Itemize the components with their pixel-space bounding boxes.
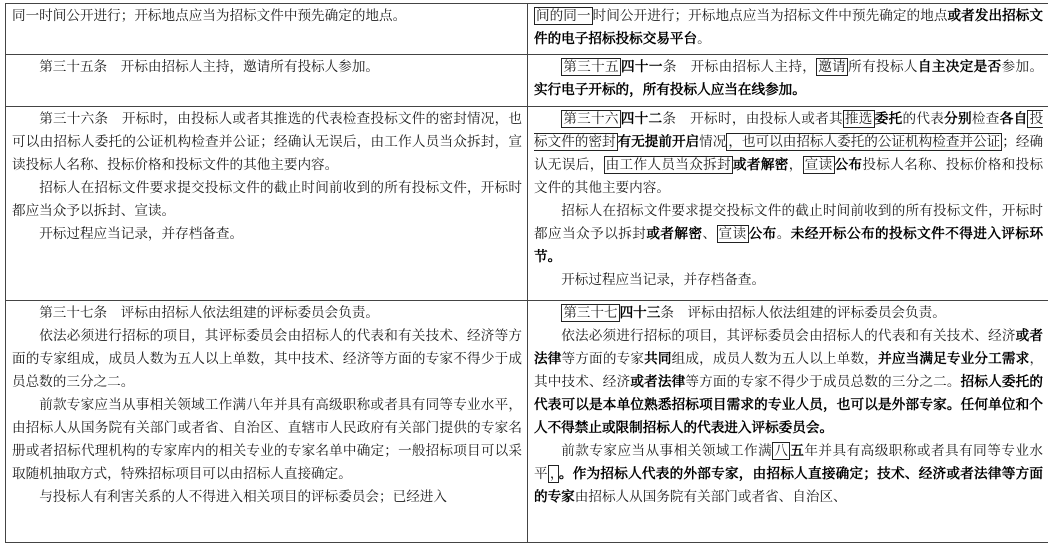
added-text: 四十一 — [621, 59, 663, 75]
added-text: 未经开标公布的投标文件不得进入评标环节。 — [534, 226, 1043, 265]
text-run: 条 开标时，由投标人或者其 — [662, 111, 843, 127]
revised-text-cell — [528, 4, 1048, 55]
added-text: 或者解密 — [733, 157, 789, 173]
deleted-text-box: 推选 — [843, 110, 875, 128]
deleted-text-box: 间的同一 — [534, 7, 593, 25]
paragraph — [12, 325, 522, 394]
added-text: 有无提前开启 — [618, 134, 700, 150]
added-text: 。作为招标人代表的外部专家，由招标人直接确定；技术、经济或者法律等方面的专家 — [534, 466, 1043, 505]
text-run: 。 — [777, 226, 791, 242]
table-row — [6, 4, 1048, 55]
added-text: 各自 — [1000, 111, 1028, 127]
text-run: 等方面的专家不得少于成员总数的三分之二。 — [685, 374, 960, 390]
text-run: ；经确认无误后， — [534, 134, 1043, 173]
added-text: 并应当满足专业分工需求 — [878, 351, 1029, 367]
added-text: 或者法律 — [534, 328, 1043, 367]
added-text: 四十二 — [621, 111, 663, 127]
added-text: 分别 — [944, 111, 972, 127]
deleted-text-box: 邀请 — [816, 58, 848, 76]
paragraph — [12, 394, 522, 486]
paragraph — [534, 5, 1043, 51]
deleted-text-box: 第三十五 — [561, 58, 621, 76]
text-run: 第三十五条 开标由招标人主持，邀请所有投标人参加。 — [39, 59, 379, 75]
text-run: ， — [789, 157, 803, 173]
table-row — [6, 55, 1048, 107]
text-run: ，其中技术、经济 — [534, 351, 1043, 390]
text-run: 检查 — [972, 111, 1000, 127]
text-run: 的代表 — [902, 111, 944, 127]
text-run: 条 评标由招标人依法组建的评标委员会负责。 — [660, 305, 945, 321]
paragraph — [12, 56, 522, 79]
paragraph — [534, 108, 1043, 200]
paragraph — [534, 269, 1043, 292]
text-run: 投标人名称、投标价格和投标文件的其他主要内容。 — [534, 157, 1043, 196]
original-text-cell — [6, 301, 528, 543]
text-run: 第三十六条 开标时，由投标人或者其推选的代表检查投标文件的密封情况，也可以由招标人委托的公证机构检查并公证；经确认无误后，由工作人员当众拆封，宣读投标人名称、投标价格和投标文件的其他主要内容。 — [12, 111, 522, 173]
paragraph — [534, 56, 1043, 102]
paragraph — [12, 223, 522, 246]
text-run: 前款专家应当从事相关领域工作满八年并具有高级职称或者具有同等专业水平，由招标人从国务院有关部门或者省、自治区、直辖市人民政府有关部门提供的专家名册或者招标代理机构的专家库内的相关专业的专家名单中确定；一般招标项目可以采取随机抽取方式，特殊招标项目可以由招标人直接确定。 — [12, 397, 522, 482]
deleted-text-box: 第三十六 — [561, 110, 621, 128]
paragraph — [12, 486, 522, 509]
text-run: 、 — [703, 226, 717, 242]
added-text: 公布 — [835, 157, 863, 173]
text-run: 情况 — [699, 134, 726, 150]
added-text: 四十三 — [620, 305, 661, 321]
table-row — [6, 107, 1048, 301]
text-run: 开标过程应当记录，并存档备查。 — [561, 272, 765, 288]
added-text: 实行电子开标的，所有投标人应当在线参加。 — [534, 82, 806, 98]
deleted-text-box: 八 — [772, 442, 790, 460]
paragraph — [12, 5, 522, 28]
text-run: 依法必须进行招标的项目，其评标委员会由招标人的代表和有关技术、经济等方面的专家组成，成员人数为五人以上单数，其中技术、经济等方面的专家不得少于成员总数的三分之二。 — [12, 328, 522, 390]
text-run: 由招标人从国务院有关部门或者省、自治区、 — [575, 489, 847, 505]
text-run: 所有投标人 — [848, 59, 918, 75]
text-run: 。 — [697, 31, 711, 47]
text-run: 开标过程应当记录，并存档备查。 — [39, 226, 243, 242]
added-text: 招标人委托的代表可以是本单位熟悉招标项目需求的专业人员，也可以是外部专家。任何单位和个人不得禁止或限制招标人的代表进入评标委员会。 — [534, 374, 1043, 436]
deleted-text-box: ，也可以由招标人委托的公证机构检查并公证 — [726, 133, 1002, 151]
added-text: 或者解密 — [646, 226, 702, 242]
comparison-table — [5, 3, 1048, 543]
added-text: 公布 — [749, 226, 777, 242]
text-run: 组成，成员人数为五人以上单数， — [672, 351, 878, 367]
original-text-cell — [6, 107, 528, 301]
paragraph — [534, 325, 1043, 440]
deleted-text-box: 宣读 — [717, 225, 749, 243]
added-text: 自主决定是否 — [918, 59, 1002, 75]
added-text: 或者发出招标文件的电子招标投标交易平台 — [534, 8, 1043, 47]
text-run: 同一时间公开进行；开标地点应当为招标文件中预先确定的地点。 — [12, 8, 406, 24]
paragraph — [12, 177, 522, 223]
text-run: 等方面的专家 — [562, 351, 645, 367]
text-run: 第三十七条 评标由招标人依法组建的评标委员会负责。 — [39, 305, 379, 321]
added-text: 或者法律 — [630, 374, 685, 390]
table-row — [6, 301, 1048, 543]
text-run: 与投标人有利害关系的人不得进入相关项目的评标委员会；已经进入 — [39, 489, 447, 505]
revised-text-cell — [528, 107, 1048, 301]
deleted-text-box: 由工作人员当众拆封 — [604, 156, 733, 174]
deleted-text-box: 宣读 — [803, 156, 835, 174]
paragraph — [534, 200, 1043, 269]
text-run: 参加。 — [1002, 59, 1044, 75]
text-run: 条 开标由招标人主持， — [663, 59, 816, 75]
revised-text-cell — [528, 301, 1048, 543]
comparison-table-body — [6, 4, 1048, 543]
deleted-text-box: 第三十七 — [561, 304, 619, 322]
text-run: 招标人在招标文件要求提交投标文件的截止时间前收到的所有投标文件，开标时都应当众予以拆封 — [534, 203, 1043, 242]
text-run: 时间公开进行；开标地点应当为招标文件中预先确定的地点 — [593, 8, 948, 24]
text-run: 招标人在招标文件要求提交投标文件的截止时间前收到的所有投标文件，开标时都应当众予以拆封、宣读。 — [12, 180, 522, 219]
paragraph — [12, 302, 522, 325]
text-run: 前款专家应当从事相关领域工作满 — [561, 443, 772, 459]
added-text: 五 — [790, 443, 804, 459]
paragraph — [534, 440, 1043, 509]
text-run: 依法必须进行招标的项目，其评标委员会由招标人的代表和有关技术、经济 — [561, 328, 1015, 344]
revised-text-cell — [528, 55, 1048, 107]
original-text-cell — [6, 55, 528, 107]
original-text-cell — [6, 4, 528, 55]
added-text: 委托 — [875, 111, 903, 127]
deleted-text-box: 投标文件的密封 — [534, 110, 1043, 151]
text-run: 年并具有高级职称或者具有同等专业水平 — [534, 443, 1043, 482]
deleted-text-box: ， — [548, 465, 559, 483]
paragraph — [534, 302, 1043, 325]
added-text: 共同 — [644, 351, 672, 367]
paragraph — [12, 108, 522, 177]
